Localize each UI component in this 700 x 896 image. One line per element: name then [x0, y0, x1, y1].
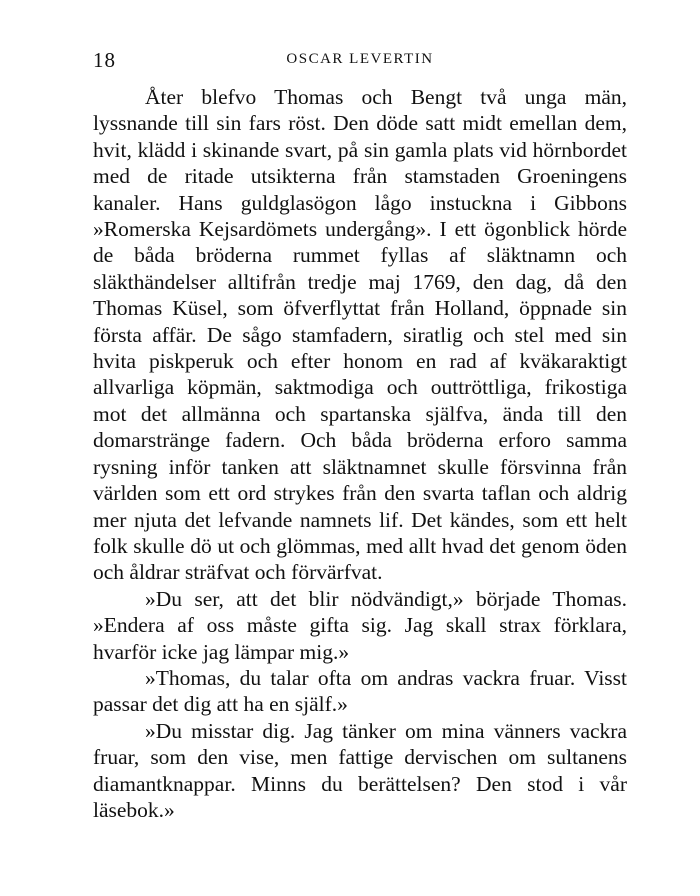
running-head: OSCAR LEVERTIN — [286, 51, 434, 67]
paragraph: Åter blefvo Thomas och Bengt två unga män, lyssnande till sin fars röst. Den döde satt midt emellan dem, hvit, klädd i skinande svart, på sin gamla plats vid hörnbordet med de ritade utsikterna från stamstaden Groeningens kanaler. Hans guldglasögon lågo instuckna i Gibbons »Romerska Kejsardömets undergång». I ett ögonblick hörde de båda bröderna rummet fyllas af släktnamn och släkthändelser alltifrån tredje maj 1769, den dag, då den Thomas Küsel, som öfverflyttat från Holland, öppnade sin första affär. De sågo stamfadern, siratlig och stel med sin hvita piskperuk och efter honom en rad af kväkaraktigt allvarliga köpmän, saktmodiga och outtröttliga, frikostiga mot det allmänna och spartanska själfva, ända till den domarsträngе fadern. Och båda bröderna erforo samma rysning inför tanken att släktnamnet skulle försvinna från världen som ett ord strykes från den svarta taflan och aldrig mer njuta det lefvande namnets lif. Det kändes, som ett helt folk skulle dö ut och glömmas, med allt hvad det genom öden och åldrar sträfvat och förvärfvat. — [93, 85, 627, 585]
paragraph: »Thomas, du talar ofta om andras vackra fruar. Visst passar det dig att ha en själf.» — [93, 665, 627, 717]
paragraph: »Du misstar dig. Jag tänker om mina vänners vackra fruar, som den vise, men fattige dervischen om sultanens diamantknappar. Minns du berättelsen? Den stod i vår läsebok.» — [93, 718, 627, 822]
page-header — [93, 48, 627, 74]
page-number: 18 — [93, 48, 116, 72]
paragraph: »Du ser, att det blir nödvändigt,» började Thomas. »Endera af oss måste gifta sig. Jag skall strax förklara, hvarför icke jag lämpar mig.» — [93, 586, 627, 664]
body-text — [93, 84, 627, 823]
